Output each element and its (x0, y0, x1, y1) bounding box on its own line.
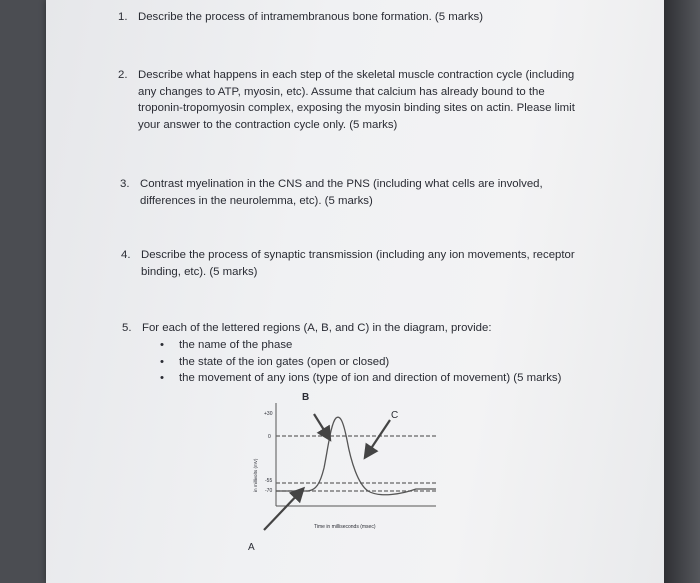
region-label-b: B (302, 392, 310, 403)
question-line: troponin-tropomyosin complex, exposing the myosin binding sites on actin. Please limit (138, 102, 575, 114)
bullet-item: • the name of the phase (160, 337, 561, 354)
question-line: Contrast myelination in the CNS and the PNS (including what cells are involved, (140, 178, 543, 190)
y-tick: 0 (268, 434, 271, 440)
question-line: Describe what happens in each step of the skeletal muscle contraction cycle (including (138, 69, 575, 81)
question-line: Describe the process of intramembranous bone formation. (5 marks) (138, 11, 484, 23)
y-tick: -55 (265, 478, 273, 484)
region-label-a: A (248, 542, 255, 553)
arrow-region-a (264, 490, 302, 530)
question-line: For each of the lettered regions (A, B, and C) in the diagram, provide: (142, 322, 492, 334)
bullet-item: • the movement of any ions (type of ion and direction of movement) (5 marks) (160, 370, 561, 387)
question-number: 2. (118, 69, 128, 81)
question-line: binding, etc). (5 marks) (141, 265, 258, 278)
action-potential-diagram (230, 388, 450, 568)
y-axis-label: in millivolts (mV) (253, 458, 258, 492)
question-5-bullet-list (160, 337, 561, 387)
question-line: your answer to the contraction cycle only. (5 marks) (138, 118, 398, 131)
question-line: any changes to ATP, myosin, etc). Assume that calcium has already bound to the (138, 85, 545, 98)
region-label-c: C (391, 410, 399, 421)
question-number: 1. (118, 11, 128, 23)
question-number: 3. (120, 178, 130, 190)
bullet-item: • the state of the ion gates (open or closed) (160, 354, 561, 371)
arrow-region-c (366, 420, 390, 456)
x-axis-label: Time in milliseconds (msec) (314, 524, 376, 530)
question-line: Describe the process of synaptic transmission (including any ion movements, receptor (141, 249, 575, 261)
arrow-region-b (314, 414, 329, 438)
question-number: 4. (121, 249, 131, 261)
background-edge (664, 0, 700, 583)
y-tick: +30 (264, 411, 273, 417)
question-number: 5. (122, 322, 132, 334)
question-line: differences in the neurolemma, etc). (5 marks) (140, 194, 373, 207)
y-tick: -70 (265, 488, 273, 494)
